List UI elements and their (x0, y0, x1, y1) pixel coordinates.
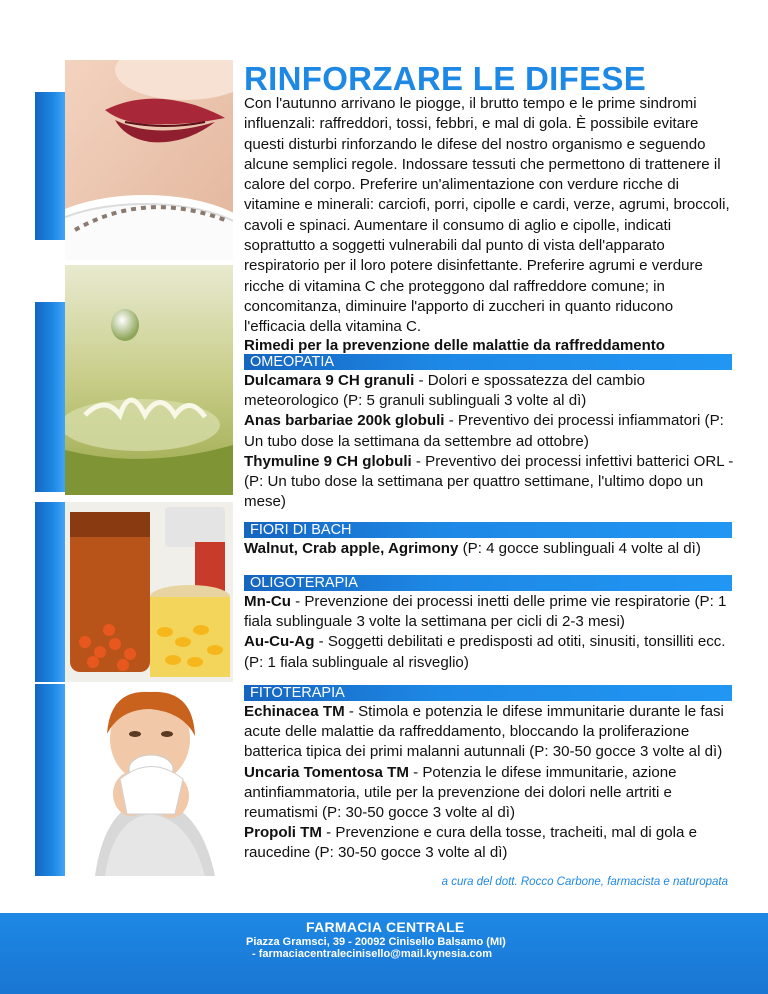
remedy-item: Mn-Cu - Prevenzione dei processi inetti delle prime vie respiratorie (P: 1 fiala sublinguale 3 volte la settimana per cicli di 2-3 mesi) (244, 593, 727, 631)
section-fiori-body (244, 539, 736, 559)
remedy-item: Echinacea TM - Stimola e potenzia le difese immunitarie durante le fasi acute delle malattie da raffreddamento, bloccando la proliferazione batterica tipica dei primi malanni autunnali (P: 30-50 gocce 3 volte al dì) (244, 703, 724, 761)
remedy-item: Dulcamara 9 CH granuli - Dolori e spossatezza del cambio meteorologico (P: 5 granuli sublinguali 3 volte al dì) (244, 372, 645, 410)
author-credit: a cura del dott. Rocco Carbone, farmacista e naturopata (441, 876, 728, 888)
side-bar-1 (35, 92, 65, 240)
intro-paragraph: Con l'autunno arrivano le piogge, il brutto tempo e le prime sindromi influenzali: raffreddori, tossi, febbri, e mal di gola. È possibile evitare questi disturbi rinforzando le difese del nostro organismo e seguendo alcune semplici regole. Indossare tessuti che permettono di trattenere il calore del corpo. Preferire un'alimentazione con verdure ricche di vitamine e minerali: carciofi, porri, cipolle e cardi, verze, agrumi, broccoli, cavoli e spinaci. Aumentare il consumo di aglio e cipolle, indicati soprattutto a soggetti vulnerabili dal punto di vista dell'apparato respiratorio per il loro potere disinfettante. Preferire agrumi e verdure ricche di vitamina C che proteggono dal raffreddore comune; in concomitanza, diminuire l'apporto di zuccheri in quanto riducono l'efficacia della vitamina C. (244, 95, 730, 336)
photo-lips-cup (65, 60, 233, 260)
section-oligo-body (244, 592, 736, 673)
rimedi-heading: Rimedi per la prevenzione delle malattie da raffreddamento (244, 337, 665, 354)
section-omeopatia-header: OMEOPATIA (244, 354, 732, 370)
pharmacy-email[interactable]: - farmaciacentralecinisello@mail.kynesia.com (252, 948, 493, 960)
remedy-item: Au-Cu-Ag - Soggetti debilitati e predisposti ad otiti, sinusiti, tonsilliti ecc. (P: 1 fiala sublinguale al risveglio) (244, 633, 726, 671)
remedy-item: Anas barbariae 200k globuli - Preventivo dei processi infiammatori (P: Un tubo dose la settimana da settembre ad ottobre) (244, 412, 724, 450)
section-fiori-header: FIORI DI BACH (244, 522, 732, 538)
remedy-item: Thymuline 9 CH globuli - Preventivo dei processi infettivi batterici ORL - (P: Un tubo dose la settimana per quattro settimane, l'ultimo dopo un mese) (244, 452, 734, 511)
remedy-item: Walnut, Crab apple, Agrimony (P: 4 gocce sublinguali 4 volte al dì) (244, 540, 701, 557)
footer-bar (0, 913, 768, 994)
remedy-item: Propoli TM - Prevenzione e cura della tosse, tracheiti, mal di gola e raucedine (P: 30-50 gocce 3 volte al dì) (244, 824, 698, 862)
pharmacy-name: FARMACIA CENTRALE (306, 919, 465, 935)
remedy-item: Uncaria Tomentosa TM - Potenzia le difese immunitarie, azione antinfiammatoria, utile per la prevenzione dei dolori nelle artriti e reumatismi (P: 30-50 gocce 3 volte al dì) (244, 763, 677, 822)
photo-boy-sneezing (65, 684, 233, 876)
page-title: RINFORZARE LE DIFESE (244, 60, 647, 97)
pharmacy-address: Piazza Gramsci, 39 - 20092 Cinisello Balsamo (MI) (246, 936, 506, 948)
side-bar-2 (35, 302, 65, 492)
photo-pill-jars (65, 502, 233, 682)
section-fito-header: FITOTERAPIA (244, 685, 732, 701)
section-fito-body (244, 702, 736, 864)
side-bar-4 (35, 684, 65, 876)
section-omeopatia-body (244, 371, 736, 512)
section-oligo-header: OLIGOTERAPIA (244, 575, 732, 591)
side-bar-3 (35, 502, 65, 682)
photo-water-drop (65, 265, 233, 495)
